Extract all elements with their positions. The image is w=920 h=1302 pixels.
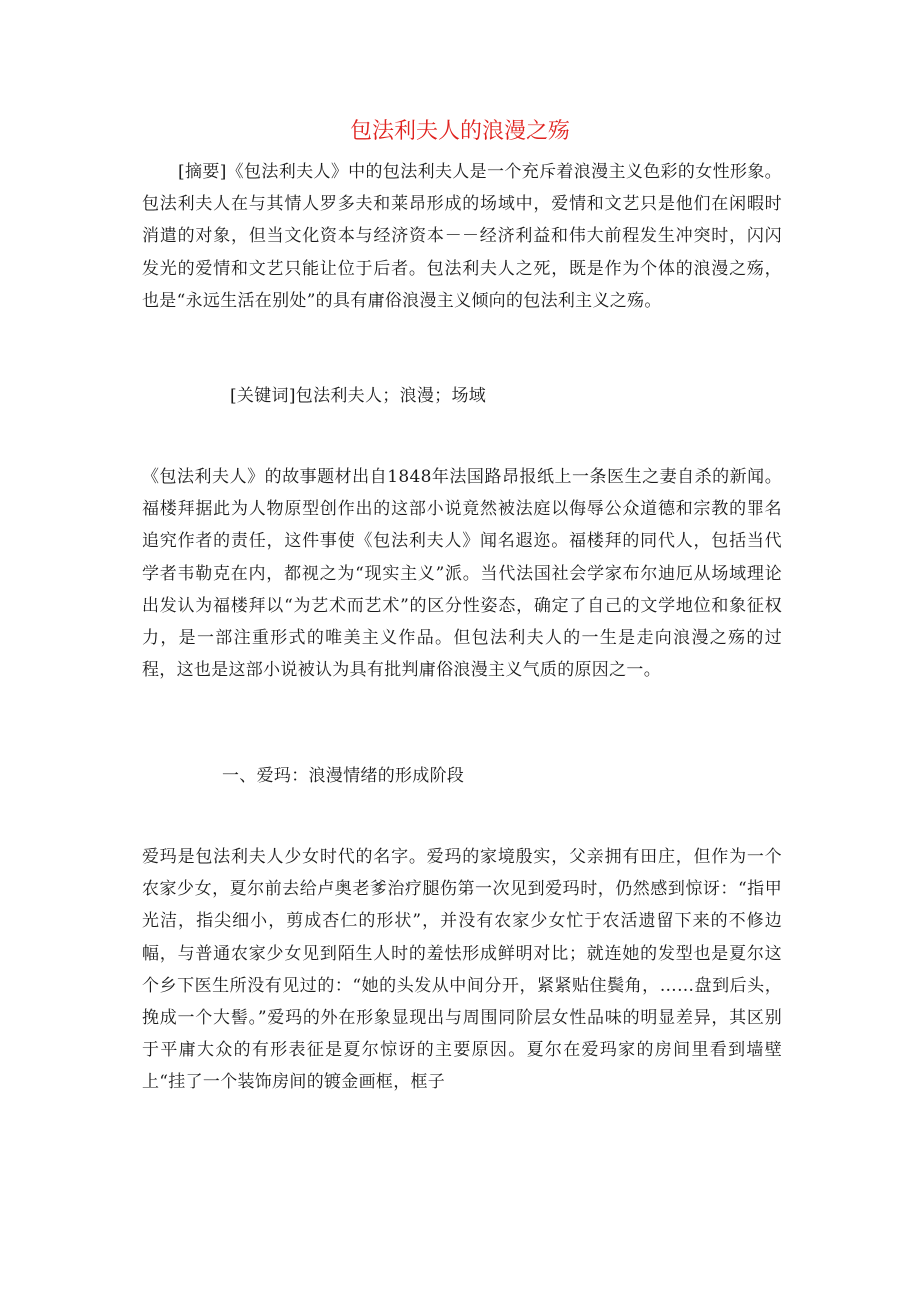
body-paragraph-emma: 爱玛是包法利夫人少女时代的名字。爱玛的家境殷实，父亲拥有田庄，但作为一个农家少女，夏尔前去给卢奥老爹治疗腿伤第一次见到爱玛时，仍然感到惊讶：“指甲光洁，指尖细小，剪成杏仁的形状”，并没有农家少女忙于农活遗留下来的不修边幅，与普通农家少女见到陌生人时的羞怯形成鲜明对比；就连她的发型也是夏尔这个乡下医生所没有见过的：“她的头发从中间分开，紧紧贴住鬓角，……盘到后头，挽成一个大髻。”爱玛的外在形象显现出与周围同阶层女性品味的明显差异，其区别于平庸大众的有形表征是夏尔惊讶的主要原因。夏尔在爱玛家的房间里看到墙壁上“挂了一个装饰房间的镀金画框，框子 xyxy=(142,847,782,1093)
section-heading: 一、爱玛：浪漫情绪的形成阶段 xyxy=(222,766,465,786)
keywords-line: [关键词]包法利夫人；浪漫；场域 xyxy=(230,386,487,406)
document-title: 包法利夫人的浪漫之殇 xyxy=(349,119,570,144)
body-paragraph-intro: 《包法利夫人》的故事题材出自1848年法国路昂报纸上一条医生之妻自杀的新闻。福楼拜据此为人物原型创作出的这部小说竟然被法庭以侮辱公众道德和宗教的罪名追究作者的责任，这件事使《包法利夫人》闻名遐迩。福楼拜的同代人，包括当代学者韦勒克在内，都视之为“现实主义”派。当代法国社会学家布尔迪厄从场域理论出发认为福楼拜以“为艺术而艺术”的区分性姿态，确定了自己的文学地位和象征权力，是一部注重形式的唯美主义作品。但包法利夫人的一生是走向浪漫之殇的过程，这也是这部小说被认为具有批判庸俗浪漫主义气质的原因之一。 xyxy=(142,467,782,681)
abstract-paragraph: [摘要]《包法利夫人》中的包法利夫人是一个充斥着浪漫主义色彩的女性形象。包法利夫人在与其情人罗多夫和莱昂形成的场域中，爱情和文艺只是他们在闲暇时消遣的对象，但当文化资本与经济资本－－经济利益和伟大前程发生冲突时，闪闪发光的爱情和文艺只能让位于后者。包法利夫人之死，既是作为个体的浪漫之殇，也是“永远生活在别处”的具有庸俗浪漫主义倾向的包法利主义之殇。 xyxy=(142,162,782,311)
